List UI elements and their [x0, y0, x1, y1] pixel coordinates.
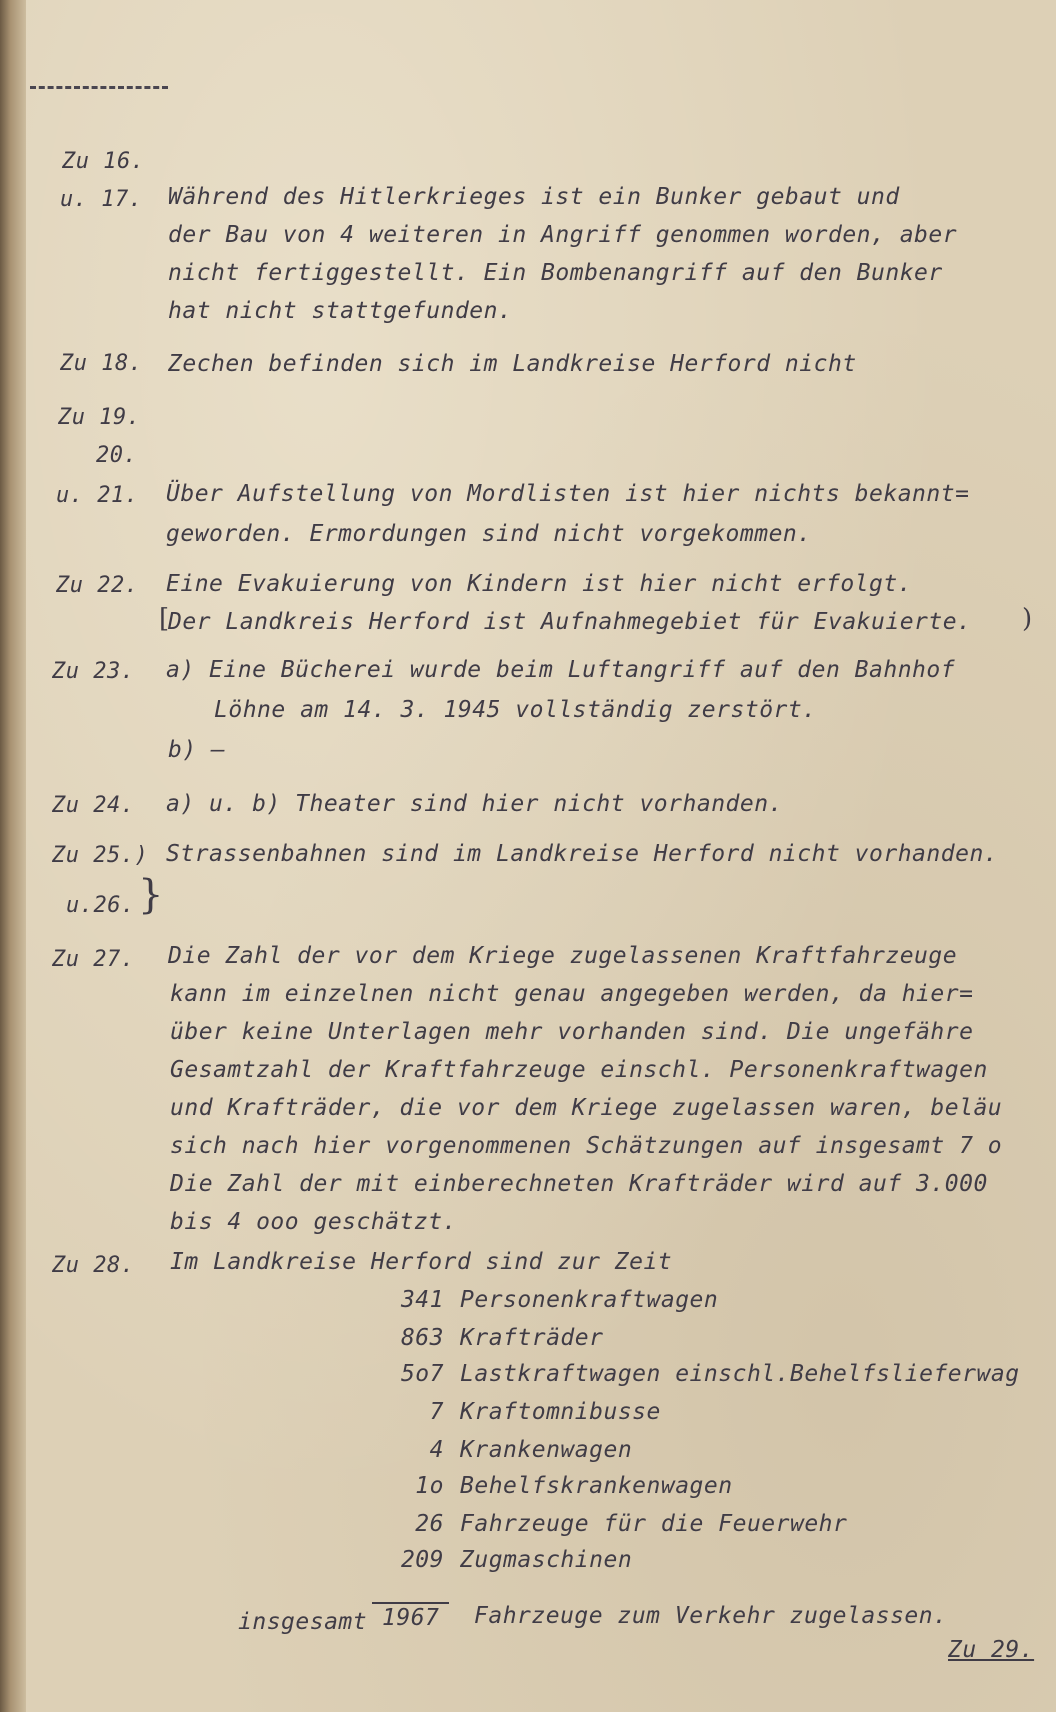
s27-line-5: und Krafträder, die vor dem Kriege zugelassen waren, beläu: [170, 1095, 1003, 1121]
total-prefix: insgesamt: [238, 1609, 368, 1635]
vehicle-count: 341: [400, 1287, 444, 1313]
label-zu-22: Zu 22.: [56, 573, 139, 598]
label-zu-24: Zu 24.: [52, 793, 135, 818]
vehicle-name: Kraftomnibusse: [460, 1399, 661, 1425]
s16-line-3: nicht fertiggestellt. Ein Bombenangriff auf den Bunker: [168, 260, 943, 286]
s24-line-1: a) u. b) Theater sind hier nicht vorhanden.: [166, 791, 783, 817]
s27-line-3: über keine Unterlagen mehr vorhanden sind. Die ungefähre: [170, 1019, 974, 1045]
label-20: 20.: [96, 443, 138, 468]
vehicle-name: Krafträder: [460, 1325, 604, 1351]
vehicle-count: 26: [415, 1511, 444, 1537]
label-zu-18: Zu 18.: [60, 351, 143, 376]
total-value: 1967: [372, 1602, 449, 1632]
label-zu-27: Zu 27.: [52, 947, 135, 972]
vehicle-count: 209: [400, 1547, 444, 1573]
vehicle-name: Behelfskrankenwagen: [460, 1473, 733, 1499]
s19-line-1: Über Aufstellung von Mordlisten ist hier nichts bekannt=: [166, 481, 970, 507]
s16-line-2: der Bau von 4 weiteren in Angriff genommen worden, aber: [168, 222, 958, 248]
s27-line-1: Die Zahl der vor dem Kriege zugelassenen Kraftfahrzeuge: [168, 943, 958, 969]
vehicle-count: 4: [429, 1437, 444, 1463]
s27-line-7: Die Zahl der mit einberechneten Krafträder wird auf 3.000: [170, 1171, 988, 1197]
vehicle-name: Lastkraftwagen einschl.Behelfslieferwag: [460, 1361, 1020, 1387]
label-zu-19: Zu 19.: [58, 405, 141, 430]
label-zu-23: Zu 23.: [52, 659, 135, 684]
s18-line-1: Zechen befinden sich im Landkreise Herford nicht: [168, 351, 857, 377]
s25-line-1: Strassenbahnen sind im Landkreise Herford nicht vorhanden.: [166, 841, 999, 867]
total-suffix: Fahrzeuge zum Verkehr zugelassen.: [474, 1603, 948, 1629]
s22-line-1: Eine Evakuierung von Kindern ist hier nicht erfolgt.: [166, 571, 913, 597]
label-zu-16: Zu 16.: [62, 149, 145, 174]
vehicle-name: Personenkraftwagen: [460, 1287, 719, 1313]
label-zu-28: Zu 28.: [52, 1253, 135, 1278]
vehicle-name: Krankenwagen: [460, 1437, 633, 1463]
s27-line-8: bis 4 ooo geschätzt.: [170, 1209, 457, 1235]
vehicle-count: 7: [429, 1399, 444, 1425]
vehicle-name: Fahrzeuge für die Feuerwehr: [460, 1511, 848, 1537]
s19-line-2: geworden. Ermordungen sind nicht vorgekommen.: [166, 521, 812, 547]
s16-line-4: hat nicht stattgefunden.: [168, 298, 513, 324]
label-u-26: u.26.: [66, 893, 135, 918]
s23-line-3: b) —: [168, 737, 226, 763]
s28-intro: Im Landkreise Herford sind zur Zeit: [170, 1249, 673, 1275]
vehicle-name: Zugmaschinen: [460, 1547, 633, 1573]
label-u-21: u. 21.: [56, 483, 139, 508]
bracket-close: ): [1022, 604, 1033, 634]
label-zu-25: Zu 25.): [52, 843, 149, 868]
s23-line-1: a) Eine Bücherei wurde beim Luftangriff auf den Bahnhof: [166, 657, 956, 683]
vehicle-count: 863: [400, 1325, 444, 1351]
s27-line-4: Gesamtzahl der Kraftfahrzeuge einschl. Personenkraftwagen: [170, 1057, 988, 1083]
label-u-17: u. 17.: [60, 187, 143, 212]
next-section-label: Zu 29.: [948, 1637, 1035, 1663]
s27-line-6: sich nach hier vorgenommenen Schätzungen auf insgesamt 7 o: [170, 1133, 1003, 1159]
s23-line-2: Löhne am 14. 3. 1945 vollständig zerstört.: [214, 697, 817, 723]
s16-line-1: Während des Hitlerkrieges ist ein Bunker gebaut und: [168, 184, 900, 210]
curly-brace: }: [138, 872, 164, 918]
vehicle-count: 5o7: [400, 1361, 444, 1387]
header-rule: [30, 86, 168, 89]
vehicle-count: 1o: [415, 1473, 444, 1499]
s27-line-2: kann im einzelnen nicht genau angegeben werden, da hier=: [170, 981, 974, 1007]
bracket-open: [: [159, 604, 170, 634]
s22-line-2: Der Landkreis Herford ist Aufnahmegebiet für Evakuierte.: [168, 609, 972, 635]
